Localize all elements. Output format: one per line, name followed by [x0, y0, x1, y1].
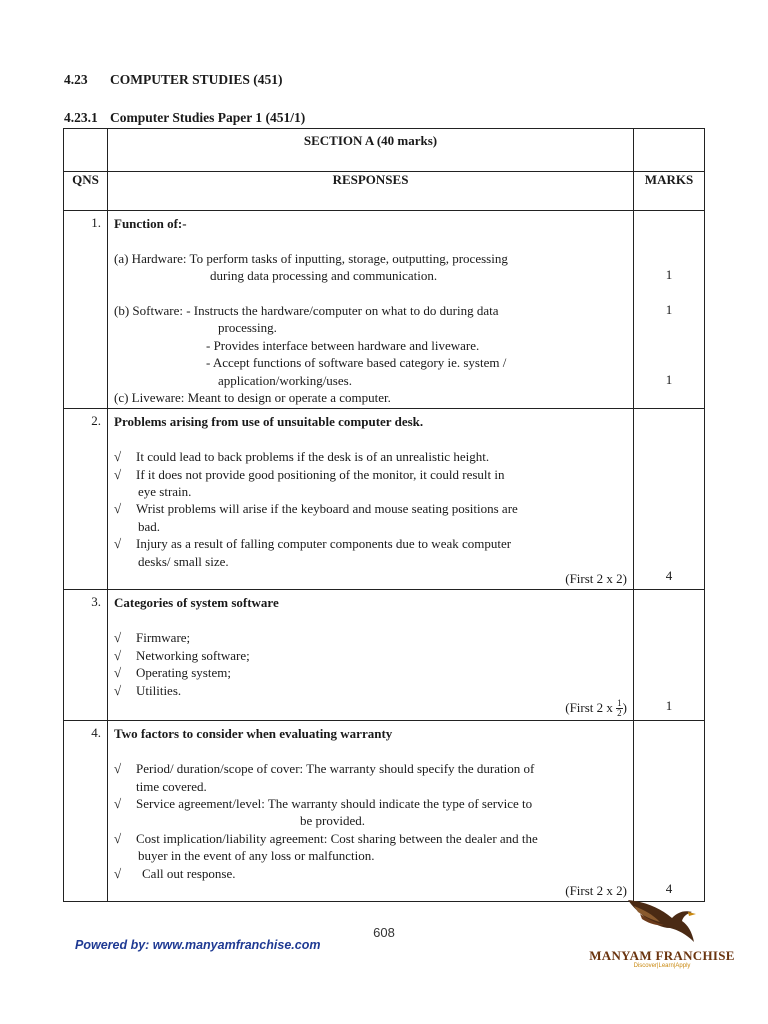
check-icon: √	[114, 865, 122, 881]
response-line: during data processing and communication.	[210, 268, 438, 284]
header-row	[64, 172, 705, 211]
section-heading	[64, 72, 283, 88]
check-icon: √	[114, 501, 122, 517]
response-line: processing.	[218, 320, 277, 336]
response-cell: Two factors to consider when evaluating warranty √ Period/ duration/scope of cover: The warranty should specify the duration of time covered. √ Service agreement/level: The warranty should indicate the type of service to be provided. √ Cost implication/liability agreement: Cost sharing between the dealer and the buyer in the event of any loss or malfunction. √ Call out response. (First 2 x 2)	[108, 721, 634, 902]
page-number: 608	[373, 925, 395, 940]
section-label: SECTION A (40 marks)	[108, 129, 634, 172]
check-icon: √	[114, 449, 122, 465]
powered-by-link[interactable]: Powered by: www.manyamfranchise.com	[75, 938, 321, 952]
check-icon: √	[114, 665, 122, 681]
check-icon: √	[114, 830, 122, 846]
marks-cell	[634, 409, 705, 590]
section-number: 4.23	[64, 72, 88, 87]
subsection-number: 4.23.1	[64, 110, 98, 125]
question-title: Two factors to consider when evaluating warranty	[114, 726, 393, 742]
mark-value: 1	[665, 267, 673, 282]
response-cell: Problems arising from use of unsuitable computer desk. √ It could lead to back problems if the desk is of an unrealistic height. √ If it does not provide good positioning of the monitor, it could result in eye strain. √ Wrist problems will arise if the keyboard and mouse seating positions are bad. √ Injury as a result of falling computer components due to weak computer desks/ small size. (First 2 x 2)	[108, 409, 634, 590]
response-cell: Categories of system software √ Firmware; √ Networking software; √ Operating system; √ Utilities. (First 2 x $\frac{1}{2}$ )	[108, 590, 634, 721]
marking-scheme-table	[63, 128, 705, 902]
check-icon: √	[114, 647, 122, 663]
manyam-franchise-logo	[588, 892, 736, 972]
marks-note: (First 2 x 2)	[565, 571, 627, 587]
question-title: Function of:-	[114, 216, 187, 231]
response-cell	[108, 211, 634, 409]
subsection-title: Computer Studies Paper 1 (451/1)	[110, 110, 306, 125]
marks-note: (First 2 x $\frac{1}{2}$ )	[565, 698, 627, 719]
table-row	[64, 409, 705, 590]
question-title: Categories of system software	[114, 595, 279, 611]
check-icon: √	[114, 761, 122, 777]
section-title: COMPUTER STUDIES (451)	[110, 72, 283, 87]
question-number: 1.	[64, 211, 108, 409]
response-line: (a) Hardware: To perform tasks of inputting, storage, outputting, processing	[114, 250, 508, 266]
marks-cell	[634, 211, 705, 409]
section-row	[64, 129, 705, 172]
mark-value: 1	[665, 302, 673, 317]
marks-cell	[634, 590, 705, 721]
table-row	[64, 721, 705, 902]
response-line: - Accept functions of software based category ie. system /	[206, 355, 507, 371]
table-row	[64, 211, 705, 409]
response-line: (b) Software: - Instructs the hardware/computer on what to do during data	[114, 303, 499, 318]
eagle-icon	[588, 892, 736, 948]
check-icon: √	[114, 630, 122, 646]
mark-value: 4	[665, 881, 673, 897]
question-number: 4.	[64, 721, 108, 902]
subsection-heading	[64, 110, 305, 126]
response-line: (c) Liveware: Meant to design or operate a computer.	[114, 390, 391, 406]
response-line: application/working/uses.	[218, 372, 352, 388]
logo-tagline: Discover|Learn|Apply	[633, 963, 691, 969]
check-icon: √	[114, 796, 122, 812]
question-title: Problems arising from use of unsuitable computer desk.	[114, 414, 424, 430]
col-header-responses: RESPONSES	[108, 172, 634, 211]
logo-name: MANYAM FRANCHISE	[589, 948, 735, 963]
mark-value: 1	[665, 698, 673, 714]
col-header-marks: MARKS	[634, 172, 705, 211]
response-line: - Provides interface between hardware and liveware.	[206, 337, 480, 353]
col-header-qns: QNS	[64, 172, 108, 211]
check-icon: √	[114, 682, 122, 698]
marks-note: (First 2 x 2)	[565, 883, 627, 899]
fraction: $\frac{1}{2}$	[617, 698, 622, 719]
check-icon: √	[114, 536, 122, 552]
marks-cell	[634, 721, 705, 902]
mark-value: 4	[665, 568, 673, 584]
question-number: 2.	[64, 409, 108, 590]
check-icon: √	[114, 466, 122, 482]
table-row	[64, 590, 705, 721]
question-number: 3.	[64, 590, 108, 721]
mark-value: 1	[665, 372, 673, 387]
